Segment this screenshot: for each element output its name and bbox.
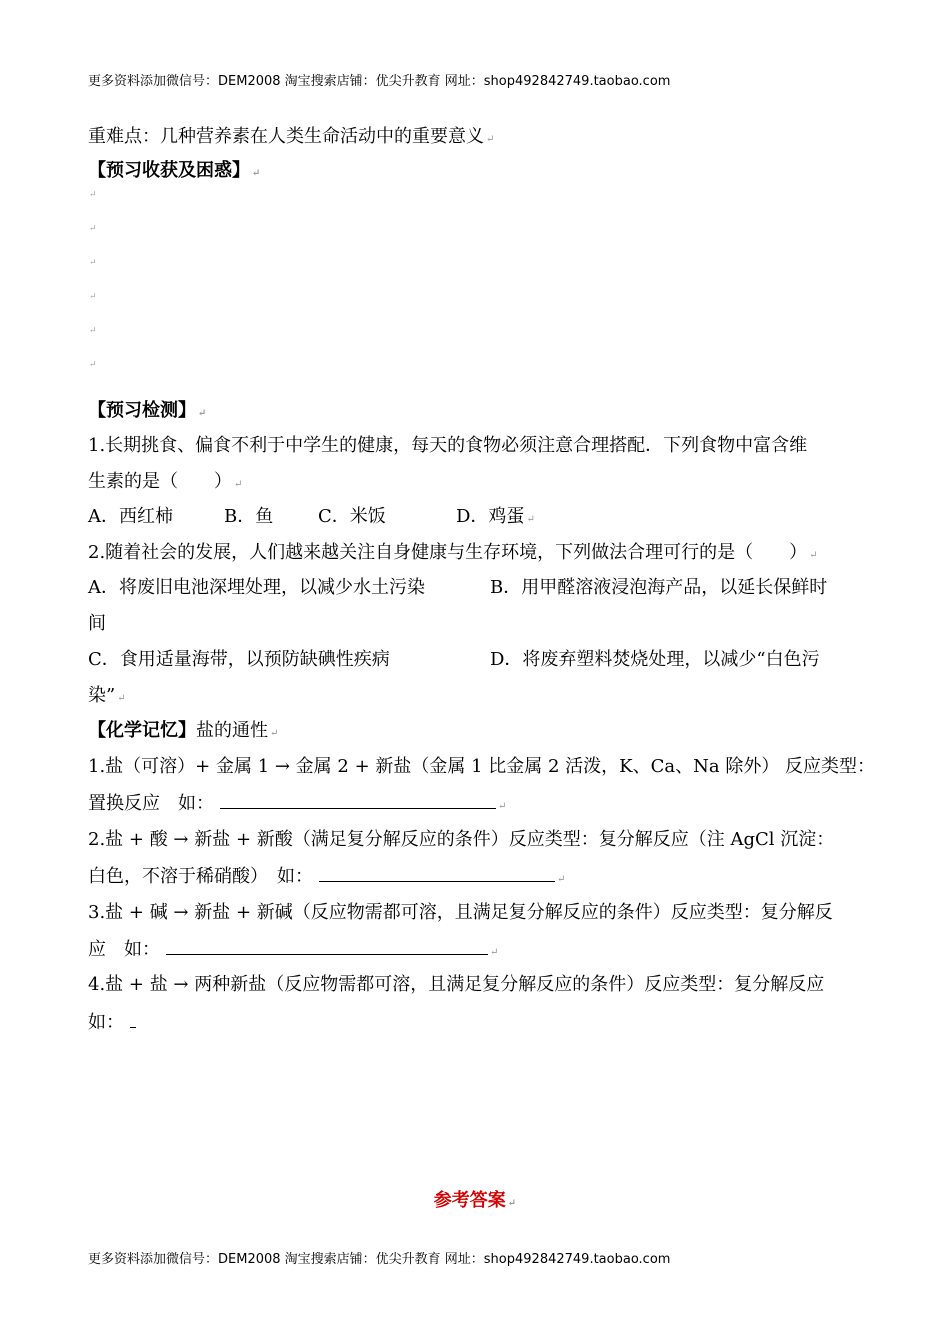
- q2-option-d-cont: 染” ↵: [88, 685, 126, 706]
- key-point: 重难点：几种营养素在人类生命活动中的重要意义 ↵: [88, 126, 495, 147]
- q1-stem-line2: 生素的是（ ） ↵: [88, 471, 243, 492]
- paragraph-mark: ↵: [89, 326, 97, 336]
- q1-options: A．西红柿 B．鱼 C．米饭 D．鸡蛋 ↵: [88, 504, 535, 533]
- q1-stem-line1: 1.长期挑食、偏食不利于中学生的健康，每天的食物必须注意合理搭配．下列食物中富含维: [88, 435, 808, 456]
- paragraph-mark: ↵: [89, 224, 97, 234]
- preview-gain-title: 【预习收获及困惑】 ↵: [88, 160, 261, 181]
- rule2-line2: 白色，不溶于稀硝酸） 如： ↵: [88, 863, 565, 893]
- q2-options-cd: [88, 647, 820, 673]
- q2-option-b: B．用甲醛溶液浸泡海产品，以延长保鲜时: [490, 577, 828, 598]
- paragraph-mark: ↵: [89, 190, 97, 200]
- answer-blank[interactable]: [166, 936, 488, 955]
- q1-option-b: B．鱼: [224, 506, 274, 527]
- q2-options-ab: [88, 575, 827, 601]
- q1-option-c: C．米饭: [318, 506, 386, 527]
- rule1-line2: 置换反应 如： ↵: [88, 790, 506, 820]
- paragraph-mark: ↵: [89, 360, 97, 370]
- answer-blank[interactable]: [319, 863, 555, 882]
- page-header: 更多资料添加微信号：DEM2008 淘宝搜索店铺：优尖升教育 网址：shop492842749.taobao.com: [88, 74, 671, 89]
- answer-blank[interactable]: [220, 790, 496, 809]
- memory-heading: 【化学记忆】盐的通性 ↵: [88, 720, 279, 741]
- memory-subtitle: 盐的通性: [196, 720, 268, 741]
- rule1-line1: 1.盐（可溶）+ 金属 1 → 金属 2 + 新盐（金属 1 比金属 2 活泼，K、Ca、Na 除外） 反应类型：: [88, 756, 876, 777]
- page-footer: 更多资料添加微信号：DEM2008 淘宝搜索店铺：优尖升教育 网址：shop492842749.taobao.com: [88, 1252, 671, 1267]
- answer-title: 参考答案 ↵: [433, 1190, 517, 1211]
- paragraph-mark: ↵: [89, 258, 97, 268]
- rule4-line1: 4.盐 + 盐 → 两种新盐（反应物需都可溶，且满足复分解反应的条件）反应类型：复分解反应: [88, 974, 825, 995]
- q2-option-b-cont: 间: [88, 613, 106, 634]
- q2-option-c: C．食用适量海带，以预防缺碘性疾病: [88, 649, 390, 670]
- preview-test-title: 【预习检测】 ↵: [88, 400, 207, 421]
- answer-blank[interactable]: [130, 1009, 136, 1028]
- paragraph-mark: ↵: [89, 292, 97, 302]
- rule2-line1: 2.盐 + 酸 → 新盐 + 新酸（满足复分解反应的条件）反应类型：复分解反应（注 AgCl 沉淀：: [88, 829, 835, 850]
- memory-title: 【化学记忆】: [88, 720, 196, 741]
- rule3-line1: 3.盐 + 碱 → 新盐 + 新碱（反应物需都可溶，且满足复分解反应的条件）反应类型：复分解反: [88, 902, 833, 923]
- q1-option-a: A．西红柿: [88, 506, 173, 527]
- q2-option-a: A．将废旧电池深埋处理，以减少水土污染: [88, 577, 425, 598]
- rule4-line2: 如：: [88, 1009, 136, 1036]
- q2-stem: 2.随着社会的发展，人们越来越关注自身健康与生存环境，下列做法合理可行的是（ ） ↵: [88, 542, 818, 563]
- q1-option-d: D．鸡蛋: [456, 506, 525, 527]
- q2-option-d: D．将废弃塑料焚烧处理，以减少“白色污: [490, 649, 820, 670]
- rule3-line2: 应 如： ↵: [88, 936, 498, 966]
